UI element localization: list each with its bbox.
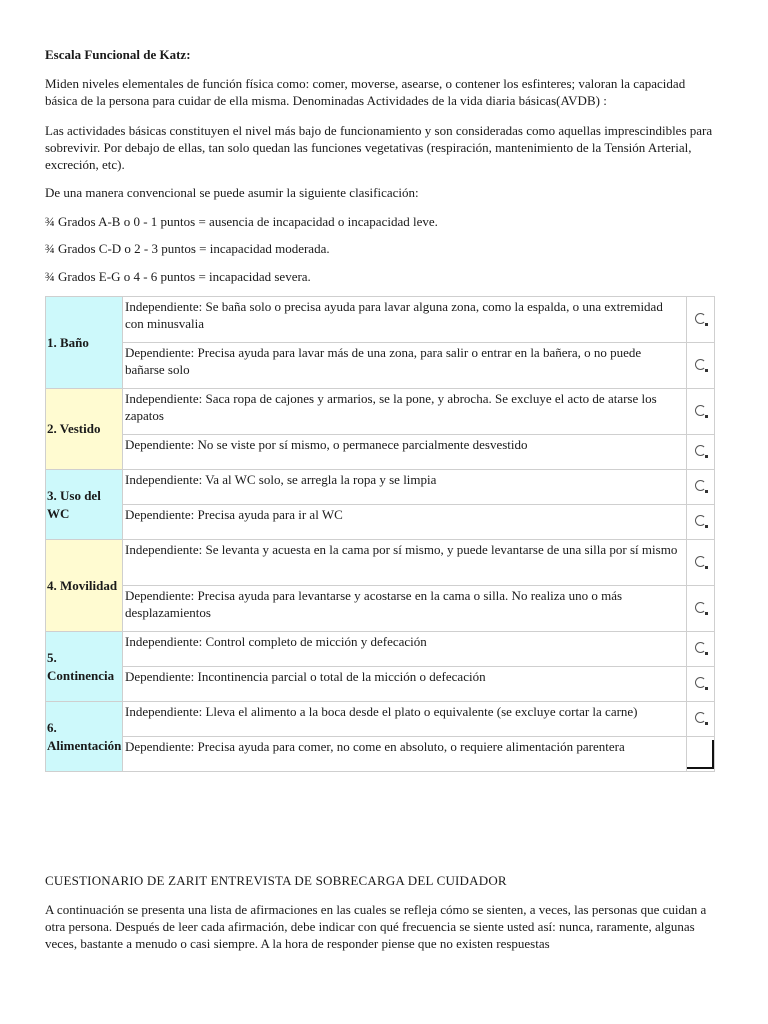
grade-line: ¾ Grados A-B o 0 - 1 puntos = ausencia de incapacidad o incapacidad leve. [45,214,438,229]
radio-cell[interactable] [686,540,714,586]
radio-cell[interactable] [686,632,714,667]
dependent-option: Dependiente: Incontinencia parcial o total de la micción o defecación [122,667,686,702]
grade-line: ¾ Grados C-D o 2 - 3 puntos = incapacidad moderada. [45,241,330,256]
grade-line: ¾ Grados E-G o 4 - 6 puntos = incapacidad severa. [45,269,311,284]
radio-cell[interactable] [686,343,714,389]
independent-option: Independiente: Control completo de micción y defecación [122,632,686,667]
radio-button-icon[interactable] [695,556,706,567]
independent-option: Independiente: Se baña solo o precisa ayuda para lavar alguna zona, como la espalda, o una extremidad con minusvalia [122,297,686,343]
basic-activities-paragraph: Las actividades básicas constituyen el nivel más bajo de funcionamiento y son consideradas como aquellas imprescindibles para sobrevivir. Por debajo de ellas, tan solo quedan las funciones vegetativas (respiración, mantenimiento de la Tensión Arterial, excreción, etc). [45,123,713,172]
independent-option: Independiente: Saca ropa de cajones y armarios, se la pone, y abrocha. Se excluye el acto de atarse los zapatos [122,389,686,435]
section-title: Escala Funcional de Katz: [45,47,191,62]
radio-button-icon[interactable] [695,515,706,526]
category-cell: 4. Movilidad [46,540,123,632]
radio-cell[interactable] [686,297,714,343]
radio-button-icon[interactable] [695,642,706,653]
dependent-option: Dependiente: Precisa ayuda para comer, no come en absoluto, o requiere alimentación parentera [122,737,686,772]
intro-paragraph: Miden niveles elementales de función física como: comer, moverse, asearse, o contener los esfinteres; valoran la capacidad básica de la persona para cuidar de ella misma. Denominadas Actividades de la vida diaria básicas(AVDB) : [45,76,686,108]
radio-button-icon[interactable] [695,445,706,456]
radio-cell[interactable] [686,586,714,632]
radio-cell[interactable] [686,667,714,702]
dependent-option: Dependiente: Precisa ayuda para lavar más de una zona, para salir o entrar en la bañera, o no puede bañarse solo [122,343,686,389]
category-cell: 3. Uso del WC [46,470,123,540]
empty-answer-box[interactable] [687,740,714,769]
independent-option: Independiente: Lleva el alimento a la boca desde el plato o equivalente (se excluye cortar la carne) [122,702,686,737]
radio-button-icon[interactable] [695,602,706,613]
zarit-intro: A continuación se presenta una lista de afirmaciones en las cuales se refleja cómo se sienten, a veces, las personas que cuidan a otra persona. Después de leer cada afirmación, debe indicar con qué frecuencia se siente usted así: nunca, raramente, algunas veces, bastante a menudo o casi siempre. A la hora de responder piense que no existen respuestas [45,902,707,951]
radio-button-icon[interactable] [695,359,706,370]
radio-button-icon[interactable] [695,712,706,723]
radio-cell[interactable] [686,737,714,772]
independent-option: Independiente: Se levanta y acuesta en la cama por sí mismo, y puede levantarse de una silla por sí mismo [122,540,686,586]
radio-cell[interactable] [686,435,714,470]
dependent-option: Dependiente: Precisa ayuda para levantarse y acostarse en la cama o silla. No realiza uno o más desplazamientos [122,586,686,632]
radio-button-icon[interactable] [695,313,706,324]
category-cell: 5. Continencia [46,632,123,702]
dependent-option: Dependiente: No se viste por sí mismo, o permanece parcialmente desvestido [122,435,686,470]
radio-cell[interactable] [686,389,714,435]
radio-button-icon[interactable] [695,480,706,491]
zarit-title: CUESTIONARIO DE ZARIT ENTREVISTA DE SOBRECARGA DEL CUIDADOR [45,873,507,888]
radio-button-icon[interactable] [695,677,706,688]
radio-button-icon[interactable] [695,405,706,416]
category-cell: 1. Baño [46,297,123,389]
category-cell: 2. Vestido [46,389,123,470]
radio-cell[interactable] [686,470,714,505]
independent-option: Independiente: Va al WC solo, se arregla la ropa y se limpia [122,470,686,505]
radio-cell[interactable] [686,505,714,540]
classification-intro: De una manera convencional se puede asumir la siguiente clasificación: [45,185,419,200]
category-cell: 6. Alimentación [46,702,123,772]
radio-cell[interactable] [686,702,714,737]
katz-table [45,296,715,772]
dependent-option: Dependiente: Precisa ayuda para ir al WC [122,505,686,540]
